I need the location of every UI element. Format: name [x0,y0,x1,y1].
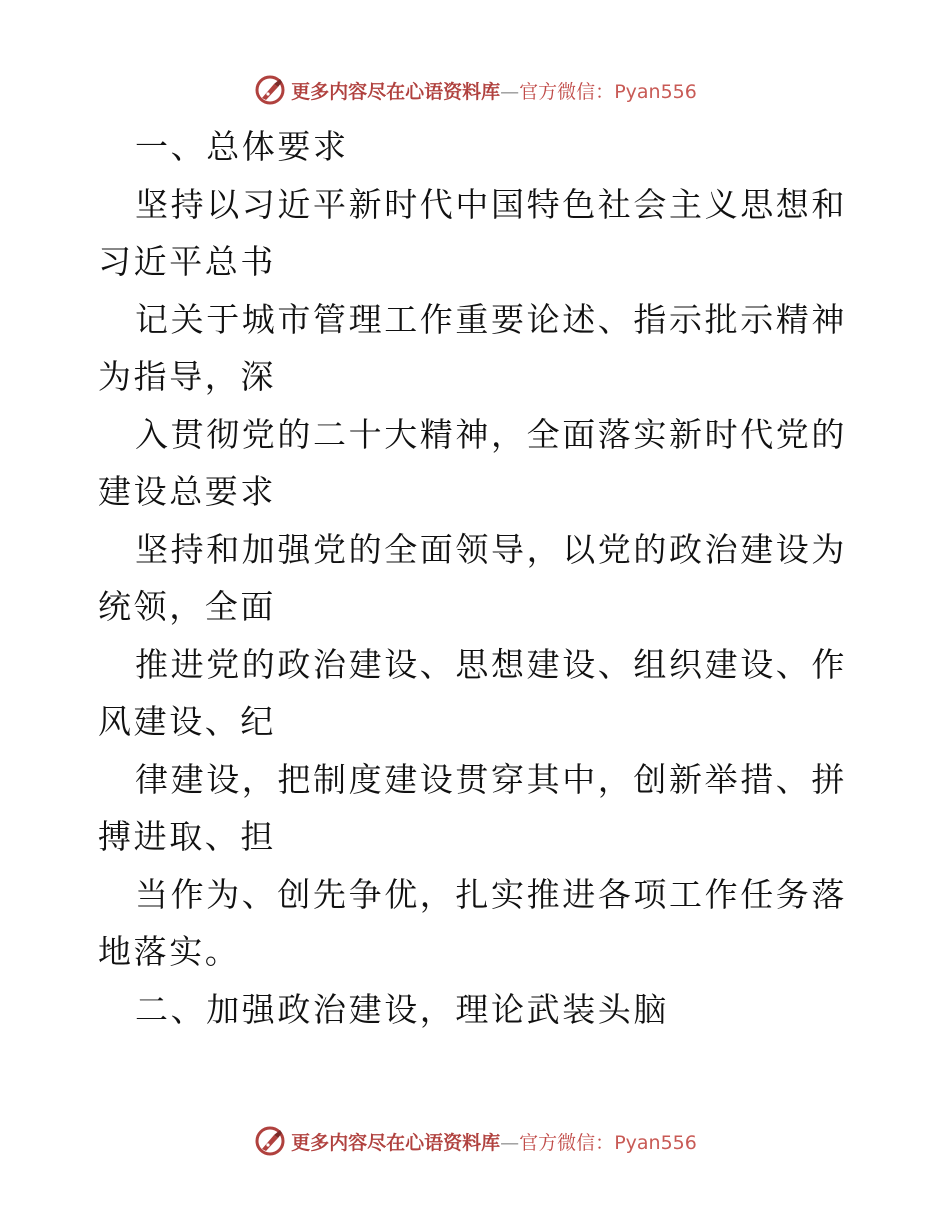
section-heading-1: 一、总体要求 [135,127,349,166]
body-paragraph: 坚持以习近平新时代中国特色社会主义思想和习近平总书 [98,184,847,281]
pen-nib-logo-icon [253,1124,287,1158]
banner-separator: — [500,80,520,103]
banner-caption [291,77,697,104]
body-paragraph: 当作为、创先争优，扎实推进各项工作任务落地落实。 [98,874,847,971]
banner-site-text: 更多内容尽在心语资料库 [291,80,501,103]
banner-wechat-id: Pyan556 [614,1131,697,1154]
banner-wechat-id: Pyan556 [614,80,697,103]
body-paragraph: 记关于城市管理工作重要论述、指示批示精神为指导，深 [98,299,847,396]
banner-wechat-label: 官方微信： [519,80,615,103]
section-heading-2: 二、加强政治建设，理论武装头脑 [135,989,669,1029]
header-watermark-banner [0,70,950,110]
body-paragraph: 入贯彻党的二十大精神，全面落实新时代党的建设总要求 [98,414,847,511]
document-body [98,118,858,1038]
body-paragraph: 坚持和加强党的全面领导，以党的政治建设为统领，全面 [98,529,847,626]
banner-site-text: 更多内容尽在心语资料库 [291,1131,501,1154]
footer-watermark-banner [0,1121,950,1161]
body-paragraph: 律建设，把制度建设贯穿其中，创新举措、拼搏进取、担 [98,759,847,856]
pen-nib-logo-icon [253,73,287,107]
banner-separator: — [500,1131,520,1154]
banner-caption [291,1128,697,1155]
body-paragraph: 推进党的政治建设、思想建设、组织建设、作风建设、纪 [98,644,847,741]
banner-wechat-label: 官方微信： [519,1131,615,1154]
